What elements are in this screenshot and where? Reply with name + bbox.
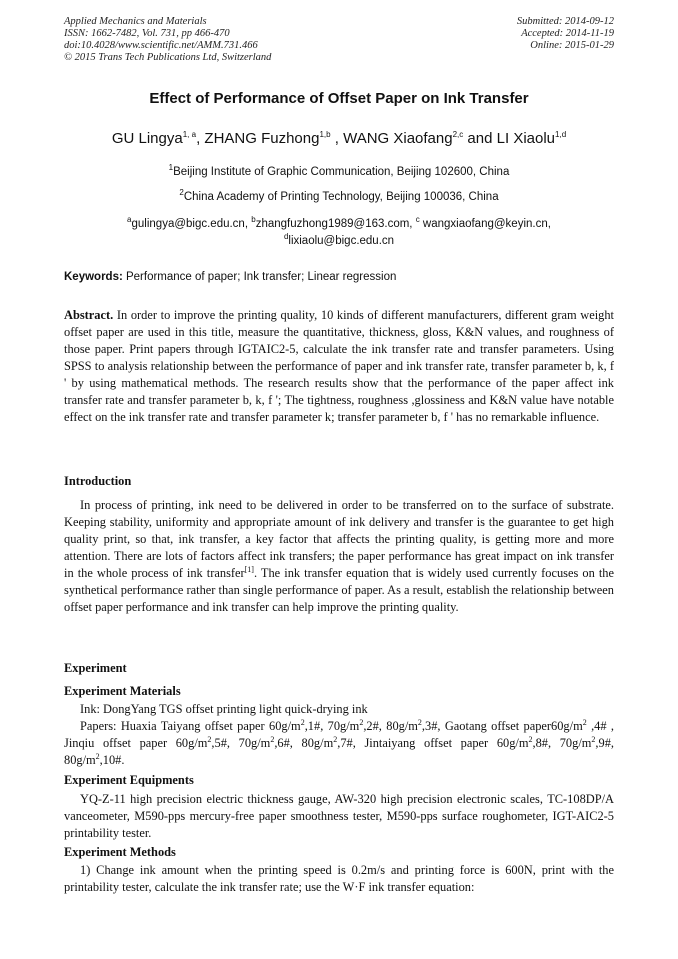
papers-text: ,3#, Gaotang offset paper60g/m: [421, 719, 583, 733]
superscript: 2: [333, 734, 338, 744]
author-affil-sup: 1,b: [319, 130, 331, 139]
papers-text: ,6#, 80g/m: [274, 736, 334, 750]
email-sup: d: [283, 232, 289, 242]
affiliation-sup: 2: [179, 188, 184, 198]
email-sup: b: [251, 215, 256, 225]
author-affil-sup: 2,c: [452, 130, 464, 139]
superscript: 2: [417, 717, 422, 727]
keywords-label: Keywords:: [64, 271, 123, 283]
header-left: [64, 16, 271, 64]
superscript: 2: [95, 751, 100, 761]
author-separator: ,: [196, 130, 205, 147]
author-separator: and: [463, 130, 497, 147]
abstract-label: Abstract.: [64, 308, 114, 322]
superscript: 2: [359, 717, 364, 727]
superscript: 2: [591, 734, 596, 744]
methods-heading: Experiment Methods: [64, 845, 176, 859]
experiment-heading: Experiment: [64, 661, 127, 675]
author-list: [0, 130, 678, 147]
accepted-date: Accepted: 2014-11-19: [521, 28, 614, 39]
email-sup: a: [127, 215, 132, 225]
papers-text: ,8#, 70g/m: [532, 736, 592, 750]
author-affil-sup: 1,d: [555, 130, 567, 139]
doi-line: doi:10.4028/www.scientific.net/AMM.731.466: [64, 40, 258, 51]
affiliation-2: [0, 188, 678, 203]
superscript: 2: [207, 734, 212, 744]
ink-description: Ink: DongYang TGS offset printing light quick-drying ink: [80, 702, 368, 716]
submitted-date: Submitted: 2014-09-12: [516, 16, 614, 27]
author-name: GU Lingya: [111, 130, 183, 147]
introduction-body: [64, 497, 614, 616]
superscript: 2: [300, 717, 305, 727]
author-emails: [64, 216, 614, 250]
papers-text: ,2#, 80g/m: [363, 719, 418, 733]
keywords-text: Performance of paper; Ink transfer; Linear regression: [122, 271, 397, 283]
papers-text: ,4# , Jinqiu offset paper 60g/m: [64, 719, 615, 750]
affiliation-1: [0, 163, 678, 178]
citation-ref[interactable]: [1]: [244, 564, 254, 574]
email-link[interactable]: wangxiaofang@keyin.cn,: [419, 218, 551, 230]
affiliation-text: China Academy of Printing Technology, Beijing 100036, China: [183, 191, 499, 203]
superscript: 2: [528, 734, 533, 744]
superscript: 2: [270, 734, 275, 744]
methods-description: 1) Change ink amount when the printing speed is 0.2m/s and printing force is 600N, print with the printability tester, calculate the ink transfer rate; use the W·F ink transfer equation:: [64, 863, 614, 894]
email-link[interactable]: gulingya@bigc.edu.cn,: [131, 218, 252, 230]
author-affil-sup: 1, a: [182, 130, 197, 139]
materials-heading: Experiment Materials: [64, 684, 181, 698]
affiliation-text: Beijing Institute of Graphic Communication, Beijing 102600, China: [173, 166, 510, 178]
author-name: ZHANG Fuzhong: [204, 130, 320, 147]
abstract-text: In order to improve the printing quality, 10 kinds of different manufacturers, different gram weight offset paper are used in this title, measure the quantitative, thickness, gloss, K&N values, and roughness of those paper. Print papers through IGTAIC2-5, calculate the ink transfer rate and transfer parameters. Using SPSS to analysis relationship between the performance of paper and ink transfer rate, transfer parameter b, k, f ' by using mathematical methods. The research results show that the performance of the paper affect ink transfer rate and transfer parameter b, k, f '; The tightness, roughness ,glossiness and K&N value have notable effect on the ink transfer rate and transfer parameter k; transfer parameter b, f ' has no remarkable influence.: [64, 308, 614, 424]
journal-name: Applied Mechanics and Materials: [64, 16, 207, 27]
author-name: LI Xiaolu: [496, 130, 556, 147]
header-right: [517, 16, 614, 52]
author-name: WANG Xiaofang: [343, 130, 453, 147]
introduction-text: . The ink transfer equation that is widely used currently focuses on the synthetical performance rather than single performance of paper. As a result, establish the relationship between offset paper performance and ink transfer can help improve the printing quality.: [64, 566, 614, 614]
abstract: [64, 307, 614, 426]
superscript: 2: [582, 717, 587, 727]
papers-text: ,10#.: [99, 753, 125, 767]
keywords: [64, 271, 614, 283]
introduction-heading: Introduction: [64, 474, 132, 488]
affiliation-sup: 1: [168, 163, 174, 173]
email-sup: c: [415, 215, 420, 225]
papers-text: ,9#, 80g/m: [64, 736, 614, 767]
introduction-text: In process of printing, ink need to be delivered in order to be transferred on to the surface of substrate. Keeping stability, uniformity and appropriate amount of ink delivery and transfer is the guarantee to get high quality print, so that, ink transfer, a key factor that affects the printing quality, is getting more and more attention. There are lots of factors affect ink transfers; the paper performance has great impact on ink transfer in the whole process of ink transfer: [64, 498, 614, 580]
email-link[interactable]: lixiaolu@bigc.edu.cn: [288, 235, 395, 247]
equipments-heading: Experiment Equipments: [64, 773, 194, 787]
papers-text: ,5#, 70g/m: [211, 736, 271, 750]
author-separator: ,: [330, 130, 344, 147]
equipments-description: YQ-Z-11 high precision electric thickness gauge, AW-320 high precision electronic scales, TC-108DP/A vanceometer, M590-pps mercury-free paper smoothness tester, M590-pps surface roughometer, IGT-AIC2-5 printability tester.: [64, 792, 614, 840]
paper-title: Effect of Performance of Offset Paper on Ink Transfer: [149, 90, 529, 107]
email-link[interactable]: zhangfuzhong1989@163.com,: [255, 218, 416, 230]
papers-text: ,7#, Jintaiyang offset paper 60g/m: [337, 736, 529, 750]
papers-description: [64, 718, 614, 769]
issn-line: ISSN: 1662-7482, Vol. 731, pp 466-470: [64, 28, 230, 39]
papers-text: Papers: Huaxia Taiyang offset paper 60g/m: [80, 719, 301, 733]
papers-text: ,1#, 70g/m: [304, 719, 360, 733]
online-date: Online: 2015-01-29: [530, 40, 614, 51]
copyright-line: © 2015 Trans Tech Publications Ltd, Switzerland: [64, 52, 272, 63]
